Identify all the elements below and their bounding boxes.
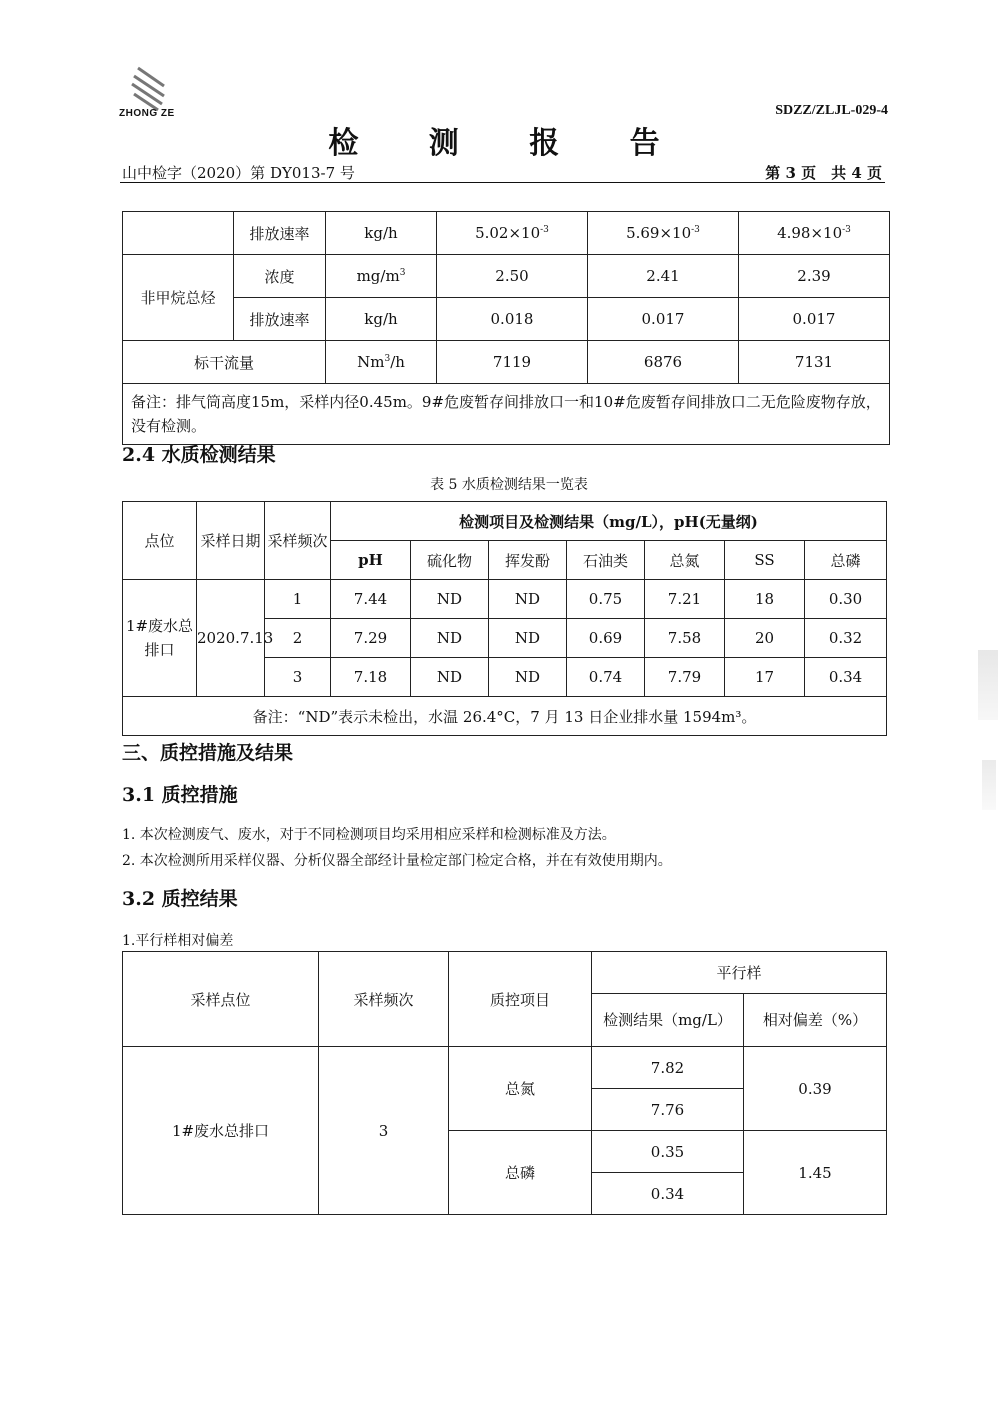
table-cell: ND xyxy=(411,619,489,658)
table-cell: 0.35 xyxy=(592,1131,744,1173)
table-cell: 0.34 xyxy=(592,1173,744,1215)
header-cell: 检测结果（mg/L） xyxy=(592,994,744,1047)
table-cell: 总磷 xyxy=(449,1131,592,1215)
table-cell: ND xyxy=(489,580,567,619)
water-results-table xyxy=(122,501,887,736)
table-cell xyxy=(123,212,234,255)
table-row xyxy=(123,697,887,736)
table-cell: 0.32 xyxy=(805,619,887,658)
table-cell: 0.018 xyxy=(437,298,588,341)
header-cell: 采样频次 xyxy=(265,502,331,580)
table-cell: Nm$^3$/h xyxy=(326,341,437,384)
table-cell: 0.30 xyxy=(805,580,887,619)
table-cell: 2020.7.13 xyxy=(197,580,265,697)
table-note: 备注：排气筒高度15m，采样内径0.45m。9#危废暂存间排放口一和10#危废暂存间排放口二无危险废物存放，没有检测。 xyxy=(123,384,890,445)
table-cell: ND xyxy=(489,658,567,697)
header-cell: 挥发酚 xyxy=(489,541,567,580)
header-cell: SS xyxy=(725,541,805,580)
table-cell: 总氮 xyxy=(449,1047,592,1131)
table-caption: 表 5 水质检测结果一览表 xyxy=(430,477,588,493)
table-cell: 1.45 xyxy=(744,1131,887,1215)
table-cell: 0.74 xyxy=(567,658,645,697)
section-heading: 3.2 质控结果 xyxy=(122,888,238,910)
logo-text: ZHONG ZE xyxy=(119,108,175,119)
table-row xyxy=(123,1047,887,1089)
table-cell: 1#废水总排口 xyxy=(123,1047,319,1215)
header-cell: 点位 xyxy=(123,502,197,580)
table-row xyxy=(123,255,890,298)
scan-artifact xyxy=(978,650,998,720)
table-cell: 2.39 xyxy=(739,255,890,298)
section-heading: 三、质控措施及结果 xyxy=(122,742,294,764)
table-cell: 1 xyxy=(265,580,331,619)
table-cell: kg/h xyxy=(326,212,437,255)
table-cell: 7119 xyxy=(437,341,588,384)
table-cell: $4.98\times 10^{-3}$ xyxy=(739,212,890,255)
table-cell: ND xyxy=(411,580,489,619)
header-cell: 采样点位 xyxy=(123,952,319,1047)
header-cell: 总磷 xyxy=(805,541,887,580)
qc-measure-line: 1. 本次检测废气、废水，对于不同检测项目均采用相应采样和检测标准及方法。 xyxy=(122,827,616,843)
header-cell: pH xyxy=(331,541,411,580)
table-row xyxy=(123,580,887,619)
table-cell: 2.50 xyxy=(437,255,588,298)
table-cell: 0.75 xyxy=(567,580,645,619)
table-cell: 排放速率 xyxy=(234,212,326,255)
table-cell: 7.82 xyxy=(592,1047,744,1089)
header-cell: 总氮 xyxy=(645,541,725,580)
table-cell: 排放速率 xyxy=(234,298,326,341)
header-cell: 质控项目 xyxy=(449,952,592,1047)
table-note: 备注：“ND”表示未检出，水温 26.4°C，7 月 13 日企业排水量 1594m³。 xyxy=(123,697,887,736)
table-cell: 7.29 xyxy=(331,619,411,658)
table-cell: $mg/m^3$ xyxy=(326,255,437,298)
table-cell: 0.34 xyxy=(805,658,887,697)
subsection-label: 1.平行样相对偏差 xyxy=(122,933,234,949)
section-heading: 2.4 水质检测结果 xyxy=(122,444,276,466)
table-cell: 20 xyxy=(725,619,805,658)
table-cell: 1#废水总排口 xyxy=(123,580,197,697)
header-divider xyxy=(120,182,885,183)
table-cell: 非甲烷总烃 xyxy=(123,255,234,341)
table-cell: 标干流量 xyxy=(123,341,326,384)
header-cell: 相对偏差（%） xyxy=(744,994,887,1047)
table-cell: 2 xyxy=(265,619,331,658)
header-cell: 平行样 xyxy=(592,952,887,994)
table-cell: ND xyxy=(411,658,489,697)
table-cell: 3 xyxy=(265,658,331,697)
table-cell: ND xyxy=(489,619,567,658)
table-cell: 0.017 xyxy=(588,298,739,341)
table-cell: 6876 xyxy=(588,341,739,384)
table-cell: 7.44 xyxy=(331,580,411,619)
header-cell: 检测项目及检测结果（mg/L），pH(无量纲) xyxy=(331,502,887,541)
table-cell: 7.76 xyxy=(592,1089,744,1131)
table-cell: 7131 xyxy=(739,341,890,384)
table-cell: 7.58 xyxy=(645,619,725,658)
header-cell: 采样日期 xyxy=(197,502,265,580)
table-cell: 0.017 xyxy=(739,298,890,341)
table-row xyxy=(123,384,890,445)
table-row xyxy=(123,341,890,384)
table-cell: 17 xyxy=(725,658,805,697)
qc-results-table xyxy=(122,951,887,1215)
table-cell: 18 xyxy=(725,580,805,619)
table-cell: 7.21 xyxy=(645,580,725,619)
page-number: 第 3 页 共 4 页 xyxy=(765,164,882,182)
table-cell: $5.69\times 10^{-3}$ xyxy=(588,212,739,255)
report-number: 山中检字（2020）第 DY013-7 号 xyxy=(122,164,355,182)
table-header-row xyxy=(123,952,887,994)
header-cell: 硫化物 xyxy=(411,541,489,580)
table-row xyxy=(123,298,890,341)
table-cell: 浓度 xyxy=(234,255,326,298)
document-code: SDZZ/ZLJL-029-4 xyxy=(775,103,888,118)
gas-results-table xyxy=(122,211,890,445)
table-cell: 2.41 xyxy=(588,255,739,298)
table-cell: 0.39 xyxy=(744,1047,887,1131)
section-heading: 3.1 质控措施 xyxy=(122,784,238,806)
header-cell: 采样频次 xyxy=(319,952,449,1047)
page-title: 检 测 报 告 xyxy=(328,126,690,161)
scan-artifact xyxy=(982,760,996,810)
table-cell: kg/h xyxy=(326,298,437,341)
table-row xyxy=(123,212,890,255)
table-cell: 7.79 xyxy=(645,658,725,697)
table-cell: $5.02\times 10^{-3}$ xyxy=(437,212,588,255)
qc-measure-line: 2. 本次检测所用采样仪器、分析仪器全部经计量检定部门检定合格，并在有效使用期内。 xyxy=(122,853,672,869)
table-header-row xyxy=(123,502,887,541)
header-cell: 石油类 xyxy=(567,541,645,580)
table-cell: 3 xyxy=(319,1047,449,1215)
table-cell: 0.69 xyxy=(567,619,645,658)
table-cell: 7.18 xyxy=(331,658,411,697)
